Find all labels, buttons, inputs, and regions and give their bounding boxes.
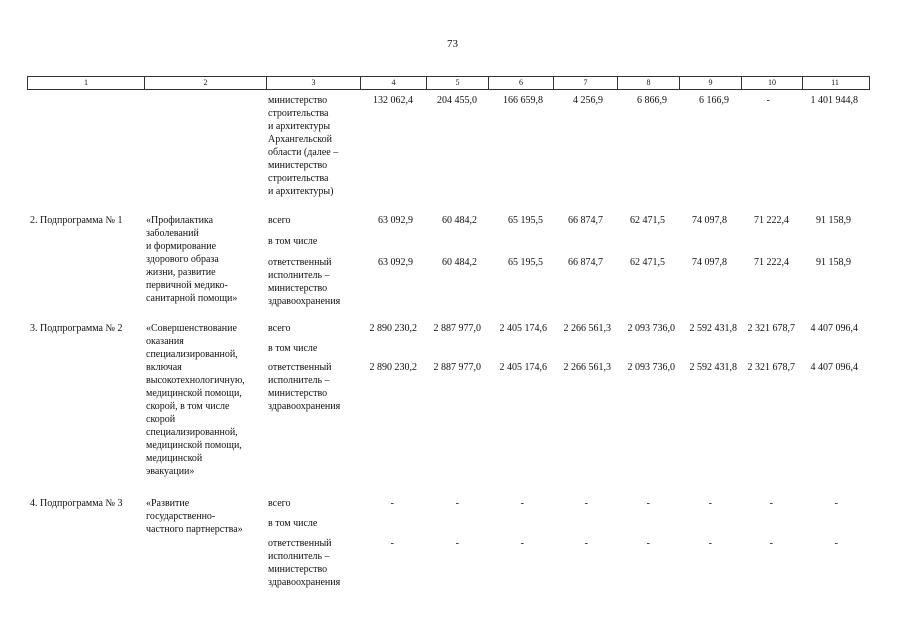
header-cell-5: 5 xyxy=(427,77,489,89)
executor-value: 60 484,2 xyxy=(442,257,477,268)
executor-value: 2 266 561,3 xyxy=(563,362,611,373)
executor-value: - xyxy=(834,538,838,549)
executor-value: - xyxy=(390,538,394,549)
header-cell-10: 10 xyxy=(742,77,803,89)
value-cell: 6 866,9 xyxy=(637,95,667,106)
header-cell-4: 4 xyxy=(361,77,427,89)
subprogram-title: 2. Подпрограмма № 1 xyxy=(30,215,123,226)
value-cell: 4 256,9 xyxy=(573,95,603,106)
header-cell-3: 3 xyxy=(267,77,361,89)
subprogram-title: 4. Подпрограмма № 3 xyxy=(30,498,123,509)
total-value: 74 097,8 xyxy=(692,215,727,226)
value-cell: 204 455,0 xyxy=(437,95,477,106)
subprogram-title: 3. Подпрограмма № 2 xyxy=(30,323,123,334)
total-value: - xyxy=(769,498,773,509)
total-value: 60 484,2 xyxy=(442,215,477,226)
executor-value: 66 874,7 xyxy=(568,257,603,268)
executor-value: 2 321 678,7 xyxy=(747,362,795,373)
value-cell: 6 166,9 xyxy=(699,95,729,106)
header-cell-9: 9 xyxy=(680,77,742,89)
executor-value: 4 407 096,4 xyxy=(810,362,858,373)
executor-value: - xyxy=(455,538,459,549)
total-value: 71 222,4 xyxy=(754,215,789,226)
total-value: 65 195,5 xyxy=(508,215,543,226)
total-value: - xyxy=(520,498,524,509)
total-label: всего xyxy=(268,323,291,334)
total-value: 2 890 230,2 xyxy=(369,323,417,334)
total-value: 2 887 977,0 xyxy=(433,323,481,334)
total-value: 91 158,9 xyxy=(816,215,851,226)
executor-value: 91 158,9 xyxy=(816,257,851,268)
including-label: в том числе xyxy=(268,236,318,247)
total-value: - xyxy=(708,498,712,509)
total-label: всего xyxy=(268,498,291,509)
executor-value: 62 471,5 xyxy=(630,257,665,268)
page-number: 73 xyxy=(447,38,458,50)
total-label: всего xyxy=(268,215,291,226)
total-value: - xyxy=(646,498,650,509)
executor-value: 74 097,8 xyxy=(692,257,727,268)
executor-value: 71 222,4 xyxy=(754,257,789,268)
including-label: в том числе xyxy=(268,518,318,529)
header-cell-11: 11 xyxy=(831,78,839,87)
executor-value: 63 092,9 xyxy=(378,257,413,268)
total-value: 4 407 096,4 xyxy=(810,323,858,334)
total-value: - xyxy=(455,498,459,509)
total-value: 2 266 561,3 xyxy=(563,323,611,334)
executor-value: - xyxy=(520,538,524,549)
total-value: 2 093 736,0 xyxy=(627,323,675,334)
table-header-row xyxy=(27,76,870,90)
value-cell: 1 401 944,8 xyxy=(810,95,858,106)
executor-cell: министерство строительства и архитектуры Архангельской области (далее – министерство строительства и архитектуры) xyxy=(268,95,339,197)
value-cell: - xyxy=(766,95,770,106)
header-cell-8: 8 xyxy=(618,77,680,89)
executor-value: 2 890 230,2 xyxy=(369,362,417,373)
value-cell: 166 659,8 xyxy=(503,95,543,106)
total-value: - xyxy=(584,498,588,509)
executor-label: ответственный исполнитель – министерство здравоохранения xyxy=(268,538,341,588)
total-value: 2 405 174,6 xyxy=(499,323,547,334)
total-value: - xyxy=(390,498,394,509)
executor-value: - xyxy=(769,538,773,549)
executor-value: 2 887 977,0 xyxy=(433,362,481,373)
executor-label: ответственный исполнитель – министерство здравоохранения xyxy=(268,362,341,412)
header-cell-6: 6 xyxy=(489,77,554,89)
total-value: 66 874,7 xyxy=(568,215,603,226)
total-value: 2 592 431,8 xyxy=(689,323,737,334)
executor-label: ответственный исполнитель – министерство здравоохранения xyxy=(268,257,341,307)
total-value: - xyxy=(834,498,838,509)
total-value: 63 092,9 xyxy=(378,215,413,226)
executor-value: - xyxy=(708,538,712,549)
total-value: 2 321 678,7 xyxy=(747,323,795,334)
header-cell-1: 1 xyxy=(28,77,145,89)
subprogram-name: «Совершенствование оказания специализированной, включая высокотехнологичную, медицинской помощи, скорой, в том числе скорой специализированной, медицинской помощи, медицинской эвакуации» xyxy=(146,323,245,477)
header-cell-2: 2 xyxy=(145,77,267,89)
subprogram-name: «Профилактика заболеваний и формирование здорового образа жизни, развитие первичной медико- санитарной помощи» xyxy=(146,215,238,304)
header-cell-7: 7 xyxy=(554,77,618,89)
total-value: 62 471,5 xyxy=(630,215,665,226)
executor-value: - xyxy=(646,538,650,549)
subprogram-name: «Развитие государственно- частного партнерства» xyxy=(146,498,243,535)
executor-value: 2 405 174,6 xyxy=(499,362,547,373)
value-cell: 132 062,4 xyxy=(373,95,413,106)
executor-value: - xyxy=(584,538,588,549)
executor-value: 2 592 431,8 xyxy=(689,362,737,373)
executor-value: 65 195,5 xyxy=(508,257,543,268)
including-label: в том числе xyxy=(268,343,318,354)
executor-value: 2 093 736,0 xyxy=(627,362,675,373)
